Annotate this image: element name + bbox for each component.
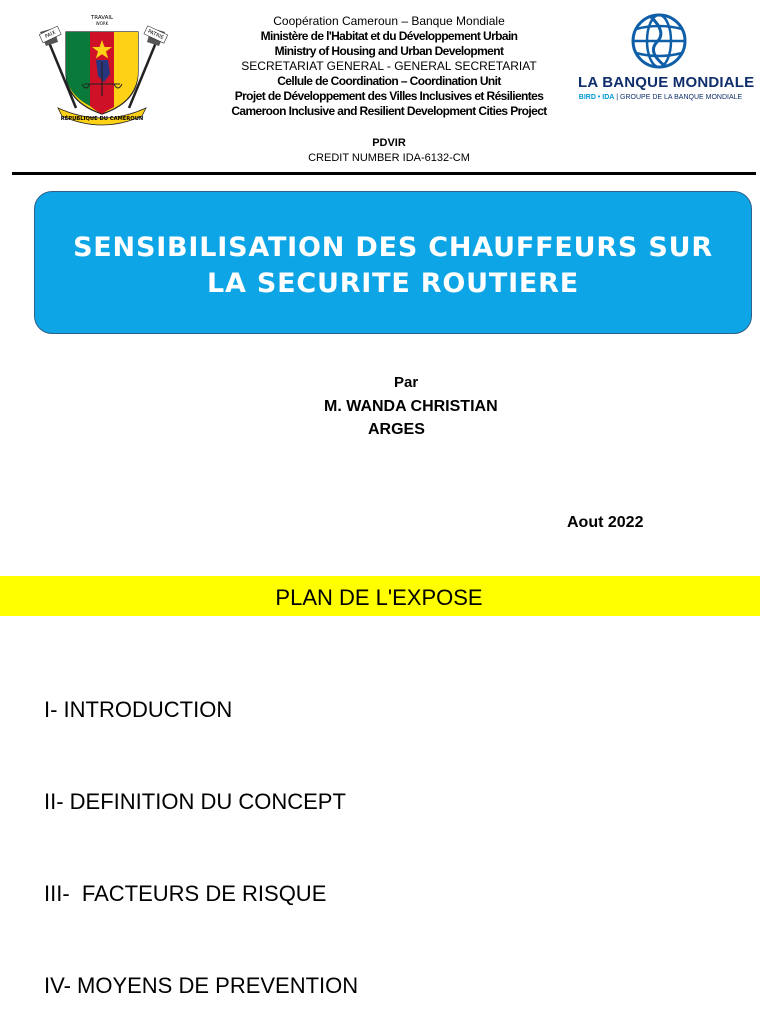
motto-right: PATRIE <box>146 28 165 42</box>
presentation-date: Aout 2022 <box>567 514 644 531</box>
plan-item-definition: II- DEFINITION DU CONCEPT <box>44 789 346 814</box>
world-bank-logo <box>578 12 755 112</box>
world-bank-subtitle: BIRD • IDA | GROUPE DE LA BANQUE MONDIALE <box>578 94 743 101</box>
cameroon-coat-of-arms <box>30 10 175 128</box>
author-name: M. WANDA CHRISTIAN <box>324 398 498 415</box>
author-organization: ARGES <box>368 421 425 438</box>
title-box <box>34 191 752 334</box>
plan-item-prevention: IV- MOYENS DE PREVENTION <box>44 973 359 998</box>
plan-title: PLAN DE L'EXPOSE <box>275 585 483 610</box>
header-line-cooperation: Coopération Cameroun – Banque Mondiale <box>273 14 505 28</box>
project-code: PDVIR <box>372 137 406 149</box>
header-divider <box>12 172 756 175</box>
world-bank-title: LA BANQUE MONDIALE <box>578 74 755 91</box>
header-line-ministry-en: Ministry of Housing and Urban Development <box>274 44 504 58</box>
world-bank-group: GROUPE DE LA BANQUE MONDIALE <box>620 94 743 101</box>
title-line-1: SENSIBILISATION DES CHAUFFEURS SUR <box>73 232 713 263</box>
header-line-ministry-fr: Ministère de l'Habitat et du Développement Urbain <box>260 29 518 43</box>
header-line-coordination: Cellule de Coordination – Coordination Unit <box>277 74 501 88</box>
plan-item-introduction: I- INTRODUCTION <box>44 697 233 722</box>
motto-center-small: WORK <box>95 21 109 26</box>
motto-left: PAIX <box>44 29 57 40</box>
header-institution-block <box>175 14 603 166</box>
plan-item-risk-factors: III- FACTEURS DE RISQUE <box>44 881 327 906</box>
emblem-ribbon-text: RÉPUBLIQUE DU CAMEROUN <box>60 116 144 122</box>
title-line-2: LA SECURITE ROUTIERE <box>206 268 580 299</box>
header-line-project-en: Cameroon Inclusive and Resilient Development Cities Project <box>231 104 547 118</box>
author-by: Par <box>394 374 419 391</box>
globe-icon <box>631 12 687 70</box>
world-bank-bird-ida: BIRD • IDA <box>578 94 615 101</box>
plan-banner <box>0 576 760 616</box>
header-line-project-fr: Projet de Développement des Villes Inclusives et Résilientes <box>234 89 544 103</box>
motto-center: TRAVAIL <box>90 15 114 21</box>
presentation-title <box>35 230 751 302</box>
credit-number: CREDIT NUMBER IDA-6132-CM <box>308 152 470 164</box>
header-line-secretariat: SECRETARIAT GENERAL - GENERAL SECRETARIAT <box>241 59 537 73</box>
